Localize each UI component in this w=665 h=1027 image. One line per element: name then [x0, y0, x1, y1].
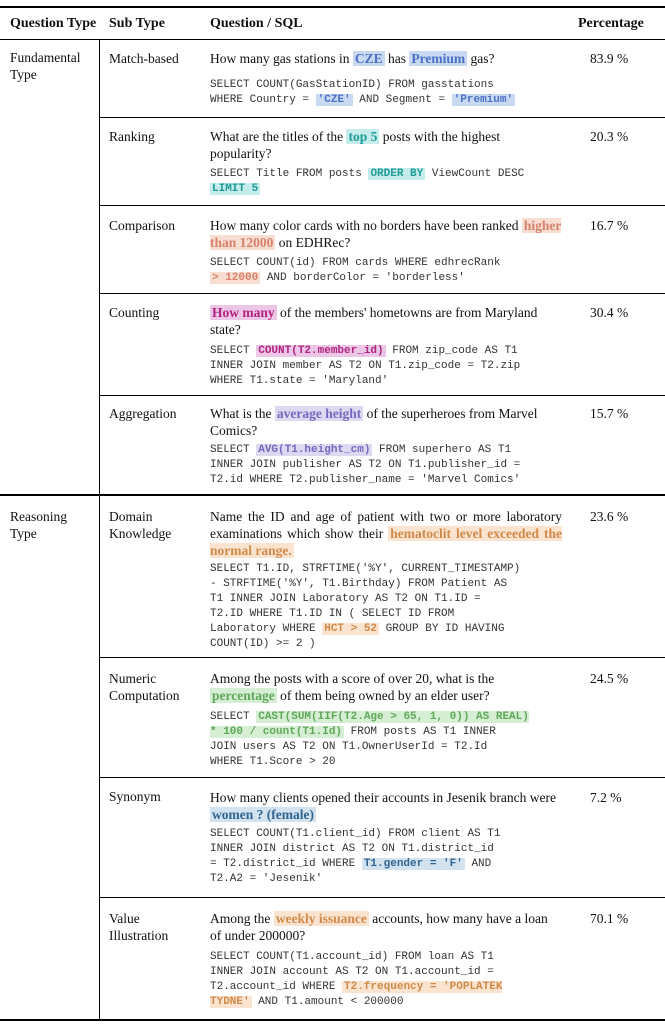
highlight: How many [212, 305, 275, 320]
percentage-value: 16.7 % [590, 218, 629, 233]
highlight: ORDER BY [370, 168, 424, 180]
column-divider [99, 40, 100, 1019]
percentage-value: 83.9 % [590, 51, 629, 66]
row-divider [99, 777, 665, 778]
row-divider [99, 293, 665, 294]
group-reasoning: Reasoning Type [10, 509, 67, 541]
highlight: HCT > 52 [324, 623, 378, 635]
sql-code: SELECT COUNT(T1.account_id) FROM loan AS T1 INNER JOIN account AS T2 ON T1.account_id = T2.account_id WHERE T2.frequency = 'POPLATEK TYDNE' AND T1.amount < 200000 [210, 951, 503, 1008]
question-text: How many gas stations in CZE has Premium gas? [210, 51, 495, 66]
sub-type-domain-knowledge: Domain Knowledge [109, 509, 172, 541]
row-divider [99, 657, 665, 658]
highlight: > 12000 [212, 272, 259, 284]
sub-type-synonym: Synonym [109, 789, 161, 804]
percentage-value: 24.5 % [590, 671, 629, 686]
highlight: Premium [411, 51, 466, 66]
highlight: women ? (female) [212, 807, 314, 822]
highlight: top 5 [348, 129, 378, 144]
row-divider [99, 117, 665, 118]
highlight: CZE [354, 51, 383, 66]
row-divider [99, 395, 665, 396]
sql-code: SELECT COUNT(T1.client_id) FROM client AS T1 INNER JOIN district AS T2 ON T1.district_id = T2.district_id WHERE T1.gender = 'F' AND T2.A2 = 'Jesenik' [210, 828, 501, 885]
bottom-rule [0, 1019, 665, 1021]
sub-type-aggregation: Aggregation [109, 406, 177, 421]
header-sub-type: Sub Type [109, 16, 165, 31]
highlight: average height [276, 406, 362, 421]
question-text: How many clients opened their accounts in Jesenik branch were women ? (female) [210, 790, 557, 822]
percentage-value: 7.2 % [590, 790, 622, 805]
sub-type-ranking: Ranking [109, 129, 155, 144]
sql-code: SELECT T1.ID, STRFTIME('%Y', CURRENT_TIMESTAMP) - STRFTIME('%Y', T1.Birthday) FROM Patient AS T1 INNER JOIN Laboratory AS T2 ON T1.ID = T2.ID WHERE T1.ID IN ( SELECT ID FROM Laboratory WHERE HCT > 52 GROUP BY ID HAVING COUNT(ID) >= 2 ) [210, 563, 521, 650]
percentage-value: 70.1 % [590, 911, 629, 926]
highlight: AVG(T1.height_cm) [258, 444, 371, 456]
highlight: CAST(SUM(IIF(T2.Age > 65, 1, 0)) AS REAL) * 100 / count(T1.Id) [210, 711, 529, 738]
group-fundamental: Fundamental Type [10, 50, 81, 82]
highlight: 'Premium' [453, 94, 514, 106]
sub-type-counting: Counting [109, 305, 160, 320]
question-text: How many color cards with no borders have been ranked higher than 12000 on EDHRec? [210, 218, 562, 250]
highlight: COUNT(T2.member_id) [258, 345, 384, 357]
highlight: LIMIT 5 [212, 183, 259, 195]
highlight: weekly issuance [275, 911, 367, 926]
row-divider [99, 205, 665, 206]
question-text: Among the weekly issuance accounts, how many have a loan of under 200000? [210, 911, 548, 943]
percentage-value: 23.6 % [590, 509, 629, 524]
sub-type-numeric-computation: Numeric Computation [109, 671, 180, 703]
highlight: higher than 12000 [210, 218, 562, 250]
header-percentage: Percentage [578, 16, 644, 31]
header-question-type: Question Type [10, 16, 97, 31]
percentage-value: 20.3 % [590, 129, 629, 144]
sql-code: SELECT CAST(SUM(IIF(T2.Age > 65, 1, 0)) AS REAL) * 100 / count(T1.Id) FROM posts AS T1 INNER JOIN users AS T2 ON T1.OwnerUserId = T2.Id WHERE T1.Score > 20 [210, 711, 529, 768]
question-text: Among the posts with a score of over 20, what is the percentage of them being owned by an elder user? [210, 671, 495, 703]
highlight: hematoclit level exceeded the normal range. [210, 526, 563, 558]
header-question-sql: Question / SQL [210, 16, 303, 31]
sql-code: SELECT COUNT(T2.member_id) FROM zip_code AS T1 INNER JOIN member AS T2 ON T1.zip_code = T2.zip WHERE T1.state = 'Maryland' [210, 345, 521, 387]
highlight: T2.frequency = 'POPLATEK TYDNE' [210, 981, 503, 1008]
highlight: 'CZE' [317, 94, 351, 106]
sub-type-match-based: Match-based [109, 51, 179, 66]
question-text: Name the ID and age of patient with two or more laboratory examinations which show their hematoclit level exceeded the normal range. [210, 509, 563, 558]
highlight: T1.gender = 'F' [363, 858, 463, 870]
sql-code: SELECT Title FROM posts ORDER BY ViewCount DESC LIMIT 5 [210, 168, 525, 195]
sub-type-comparison: Comparison [109, 218, 175, 233]
sql-code: SELECT COUNT(GasStationID) FROM gasstations WHERE Country = 'CZE' AND Segment = 'Premium' [210, 79, 514, 106]
top-rule [0, 6, 665, 8]
sub-type-value-illustration: Value Illustration [109, 911, 169, 943]
question-text: What are the titles of the top 5 posts with the highest popularity? [210, 129, 501, 161]
row-divider [99, 897, 665, 898]
highlight: percentage [212, 688, 275, 703]
sql-code: SELECT AVG(T1.height_cm) FROM superhero AS T1 INNER JOIN publisher AS T2 ON T1.publisher_id = T2.id WHERE T2.publisher_name = 'Marvel Comics' [210, 444, 521, 486]
sql-code: SELECT COUNT(id) FROM cards WHERE edhrecRank > 12000 AND borderColor = 'borderless' [210, 257, 501, 284]
question-text: What is the average height of the superheroes from Marvel Comics? [210, 406, 538, 438]
question-text: How many of the members' hometowns are from Maryland state? [210, 305, 538, 337]
percentage-value: 15.7 % [590, 406, 629, 421]
percentage-value: 30.4 % [590, 305, 629, 320]
